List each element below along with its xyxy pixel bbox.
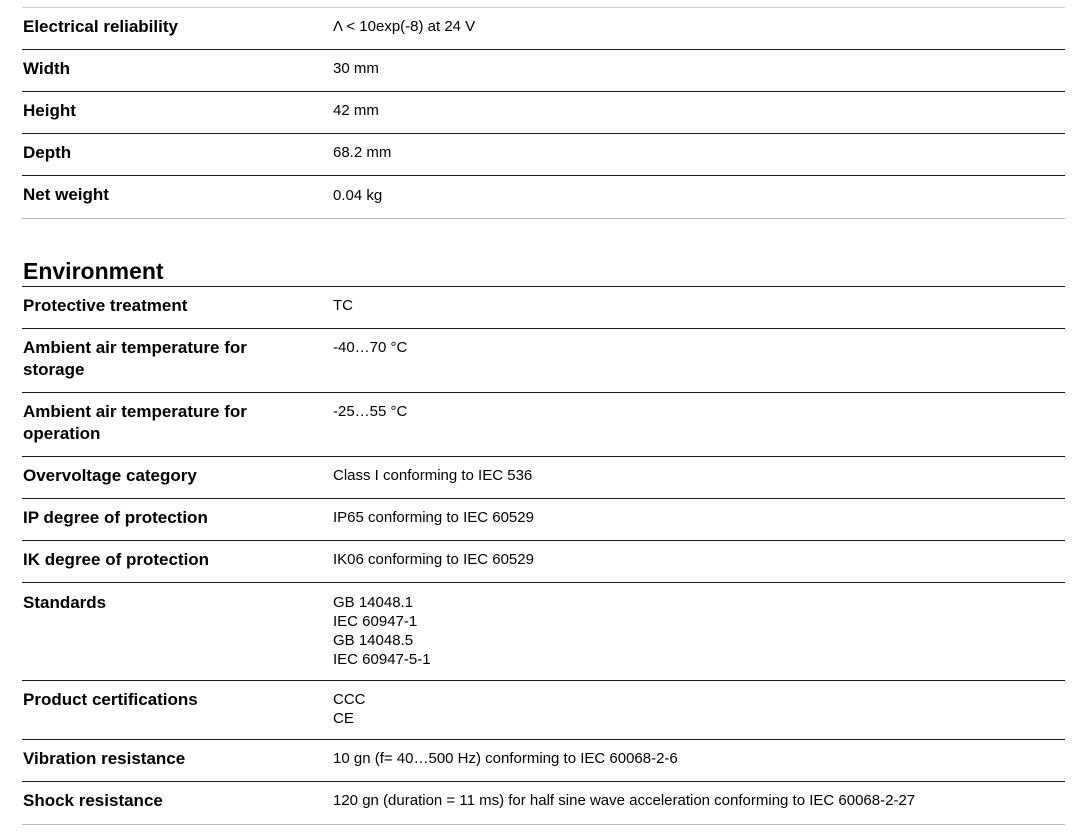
spec-value: TC [333,297,353,314]
spec-value-list [333,690,366,728]
spec-row-overvoltage-category [22,457,1065,499]
spec-value-item: CE [333,710,354,727]
spec-row-width [22,50,1065,92]
spec-value: 0.04 kg [333,187,383,204]
spec-value: Class I conforming to IEC 536 [333,467,533,484]
spec-row-standards [22,583,1065,681]
spec-label-line: operation [23,424,101,443]
spec-label: Depth [23,143,72,162]
spec-row-protective-treatment [22,287,1065,329]
spec-value-item: GB 14048.5 [333,632,414,649]
spec-label-line: Ambient air temperature for [23,338,247,357]
spec-label: Height [23,101,76,120]
spec-row-storage-temperature [22,329,1065,393]
section-title-environment: Environment [23,258,164,284]
spec-label: Standards [23,593,107,612]
spec-label: Protective treatment [23,296,188,315]
spec-label: Net weight [23,185,109,204]
spec-label: Electrical reliability [23,17,178,36]
spec-value: 68.2 mm [333,144,392,161]
spec-value: 42 mm [333,102,379,119]
spec-value: 10 gn (f= 40…500 Hz) conforming to IEC 60068-2-6 [333,750,678,767]
spec-label [23,337,313,381]
spec-value-item: GB 14048.1 [333,594,414,611]
spec-row-electrical-reliability [22,8,1065,50]
spec-label: IP degree of protection [23,508,208,527]
spec-value: -25…55 °C [333,403,408,420]
spec-label: Product certifications [23,690,198,709]
spec-value-list [333,593,431,669]
spec-value-item: IEC 60947-1 [333,613,418,630]
spec-label: Overvoltage category [23,466,197,485]
spec-row-vibration-resistance [22,740,1065,782]
spec-value: IP65 conforming to IEC 60529 [333,509,534,526]
spec-row-product-certifications [22,681,1065,740]
spec-label: IK degree of protection [23,550,210,569]
spec-label-line: storage [23,360,85,379]
spec-row-ik-protection [22,541,1065,583]
spec-label: Vibration resistance [23,749,186,768]
spec-value: 120 gn (duration = 11 ms) for half sine wave acceleration conforming to IEC 60068-2-27 [333,792,916,809]
spec-row-net-weight [22,176,1065,219]
spec-label [23,401,313,445]
spec-value: -40…70 °C [333,339,408,356]
spec-value-item: CCC [333,691,366,708]
spec-row-shock-resistance [22,782,1065,825]
spec-value-item: IEC 60947-5-1 [333,651,431,668]
spec-row-height [22,92,1065,134]
spec-label-line: Ambient air temperature for [23,402,247,421]
spec-row-ip-protection [22,499,1065,541]
spec-label: Width [23,59,71,78]
spec-label: Shock resistance [23,791,163,810]
spec-row-depth [22,134,1065,176]
spec-value: 30 mm [333,60,379,77]
spec-value: Λ < 10exp(-8) at 24 V [333,18,476,35]
spec-row-operation-temperature [22,393,1065,457]
spec-value: IK06 conforming to IEC 60529 [333,551,534,568]
